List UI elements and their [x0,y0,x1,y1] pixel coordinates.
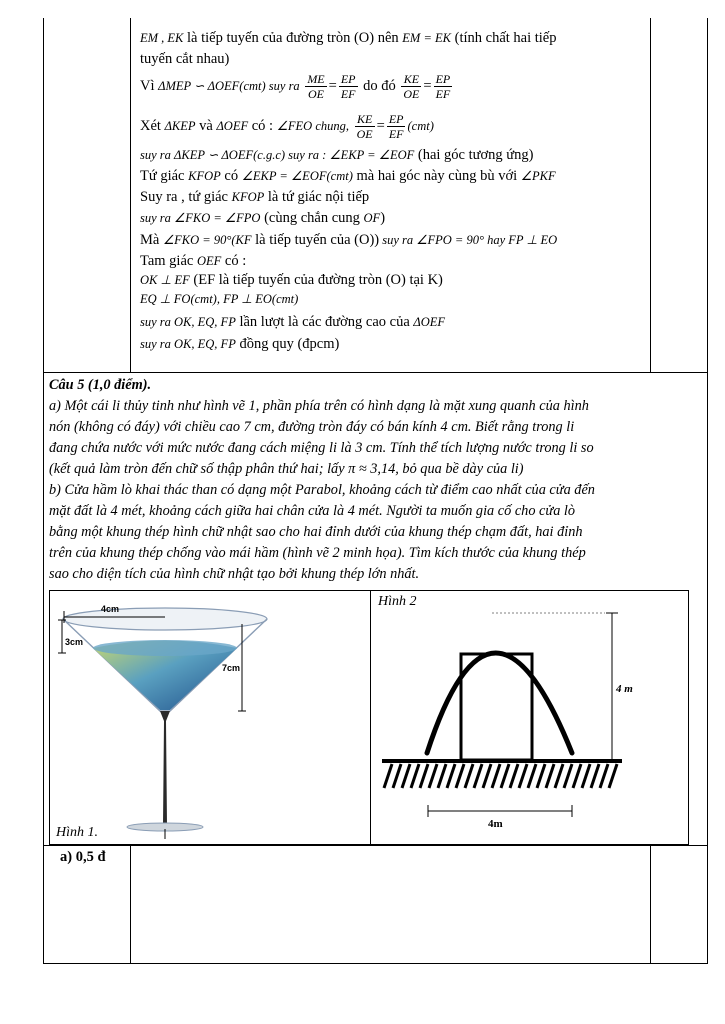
hatch-mark [591,764,599,788]
fraction: $\frac{KE}{OE}$ [403,72,420,102]
hatch-mark [546,764,554,788]
figure-1-caption: Hình 1. [56,825,98,840]
solution-line-7: Suy ra , tứ giác KFOP là tứ giác nội tiếp [140,189,370,205]
question-line: mặt đất là 4 mét, khoảng cách giữa hai chân cửa là 4 mét. Người ta muốn gia cố cho cửa lò [49,503,576,519]
solution-line-1 [140,29,557,47]
hatch-mark [528,764,536,788]
hatch-mark [393,764,401,788]
question-title: Câu 5 (1,0 điểm). [49,377,152,393]
table-border-left [43,18,44,964]
hatch-mark [609,764,617,788]
figure-divider [370,590,371,844]
question-line: (kết quả làm tròn đến chữ số thập phân thứ hai; lấy π ≈ 3,14, bỏ qua bề dày của li) [49,461,524,477]
question-line: bằng một khung thép hình chữ nhật sao cho hai đỉnh dưới của khung thép chạm đất, hai đỉnh [49,524,583,540]
equals: = [328,78,337,94]
height-label: 4 m [616,683,633,695]
solution-line-11: OK ⊥ EF (EF là tiếp tuyến của đường tròn (O) tại K) [140,272,443,288]
math-em-eq-ek: EM = EK [402,31,451,45]
solution-line-13: suy ra OK, EQ, FP lần lượt là các đường cao của ΔOEF [140,314,446,330]
fraction: $\frac{ME}{OE}$ [307,72,325,102]
solution-line-10: Tam giác OEF có : [140,253,247,269]
hatch-mark [429,764,437,788]
fraction: $\frac{KE}{OE}$ [356,112,373,142]
steel-frame [461,654,532,760]
solution-line-2: tuyến cắt nhau) [140,51,230,67]
glass-stem [160,711,170,825]
solution-line-6: Tứ giác KFOP có ∠EKP = ∠EOF(cmt) mà hai góc này cùng bù với ∠PKF [140,168,556,184]
glass-rim [63,608,267,630]
table-border-right [707,18,708,964]
water-gap-label: 3cm [65,637,84,647]
text: do đó [359,78,400,94]
question-line: a) Một cái li thủy tinh như hình vẽ 1, phần phía trên có hình dạng là mặt xung quanh của hình [49,398,589,414]
solution-line-12: EQ ⊥ FO(cmt), FP ⊥ EO(cmt) [140,292,299,306]
col-divider-left-top [130,18,131,372]
hatch-mark [402,764,410,788]
hatch-mark [465,764,473,788]
fraction: $\frac{EP}{EF}$ [340,72,356,102]
height-label: 7cm [222,663,241,673]
hatch-mark [573,764,581,788]
hatch-mark [447,764,455,788]
hatch-mark [564,764,572,788]
fraction: $\frac{EP}{EF}$ [435,72,451,102]
solution-line-8: suy ra ∠FKO = ∠FPO (cùng chắn cung OF) [140,210,386,226]
width-label: 4m [488,818,503,830]
hatch-mark [555,764,563,788]
math-em-ek: EM , EK [140,31,184,45]
hatch-mark [537,764,545,788]
question-line: nón (không có đáy) với chiều cao 7 cm, đường tròn đáy có bán kính 4 cm. Biết rằng trong li [49,419,575,435]
question-line: b) Cửa hầm lò khai thác than có dạng một Parabol, khoảng cách từ điểm cao nhất của cửa đến [49,482,595,498]
hatch-mark [492,764,500,788]
solution-line-9: Mà ∠FKO = 90°(KF là tiếp tuyến của (O)) suy ra ∠FPO = 90° hay FP ⊥ EO [140,232,558,248]
figure-2-parabola [372,593,685,841]
hatch-mark [438,764,446,788]
question-line: trên của khung thép chống vào mái hầm (hình vẽ 2 minh họa). Tìm kích thước của khung thép [49,545,586,561]
hatch-mark [600,764,608,788]
hatch-mark [582,764,590,788]
hatch-mark [420,764,428,788]
radius-label: 4cm [101,604,120,614]
hatch-mark [384,764,392,788]
table-border-bottom [43,963,708,964]
ground-hatch [384,764,617,788]
hatch-mark [411,764,419,788]
row-divider-2 [43,845,708,846]
fraction: $\frac{EP}{EF}$ [388,112,404,142]
solution-line-5: suy ra ΔKEP ∽ ΔOEF(c.g.c) suy ra : ∠EKP = ∠EOF (hai góc tương ứng) [140,147,534,163]
hatch-mark [519,764,527,788]
hatch-mark [456,764,464,788]
figure-1-glass [52,593,367,841]
question-line: sao cho diện tích của hình chữ nhật tạo bởi khung thép lớn nhất. [49,566,420,582]
parabola-arch [427,653,572,753]
col-divider-right-bottom [650,845,651,964]
math-similar: ΔMEP ∽ ΔOEF(cmt) suy ra [158,79,300,93]
hatch-mark [483,764,491,788]
text: Vì [140,78,159,94]
hatch-mark [510,764,518,788]
figure-2-caption: Hình 2 [378,594,417,609]
hatch-mark [474,764,482,788]
hatch-mark [501,764,509,788]
solution-line-4: Xét ΔKEP và ΔOEF có : ∠FEO chung, $\frac{KE}{OE}$ = $\frac{EP}{EF}$ (cmt) [140,112,434,142]
text: là tiếp tuyến của đường tròn (O) nên [183,30,403,46]
question-line: đang chứa nước với mức nước đang cách miệng li là 3 cm. Tính thể tích lượng nước trong li so [49,440,594,456]
col-divider-right-top [650,18,651,372]
text: (tính chất hai tiếp [451,30,557,46]
col-divider-left-bottom [130,845,131,964]
solution-line-14: suy ra OK, EQ, FP đồng quy (đpcm) [140,336,340,352]
row-divider-1 [43,372,708,373]
solution-line-3: Vì ΔMEP ∽ ΔOEF(cmt) suy ra $\frac{ME}{OE}$ = $\frac{EP}{EF}$ do đó $\frac{KE}{OE}$ = $\frac{EP}{EF}$ [140,72,451,102]
answer-label: a) 0,5 đ [60,849,106,865]
math-angle-chung: ∠FEO chung, [276,119,349,133]
